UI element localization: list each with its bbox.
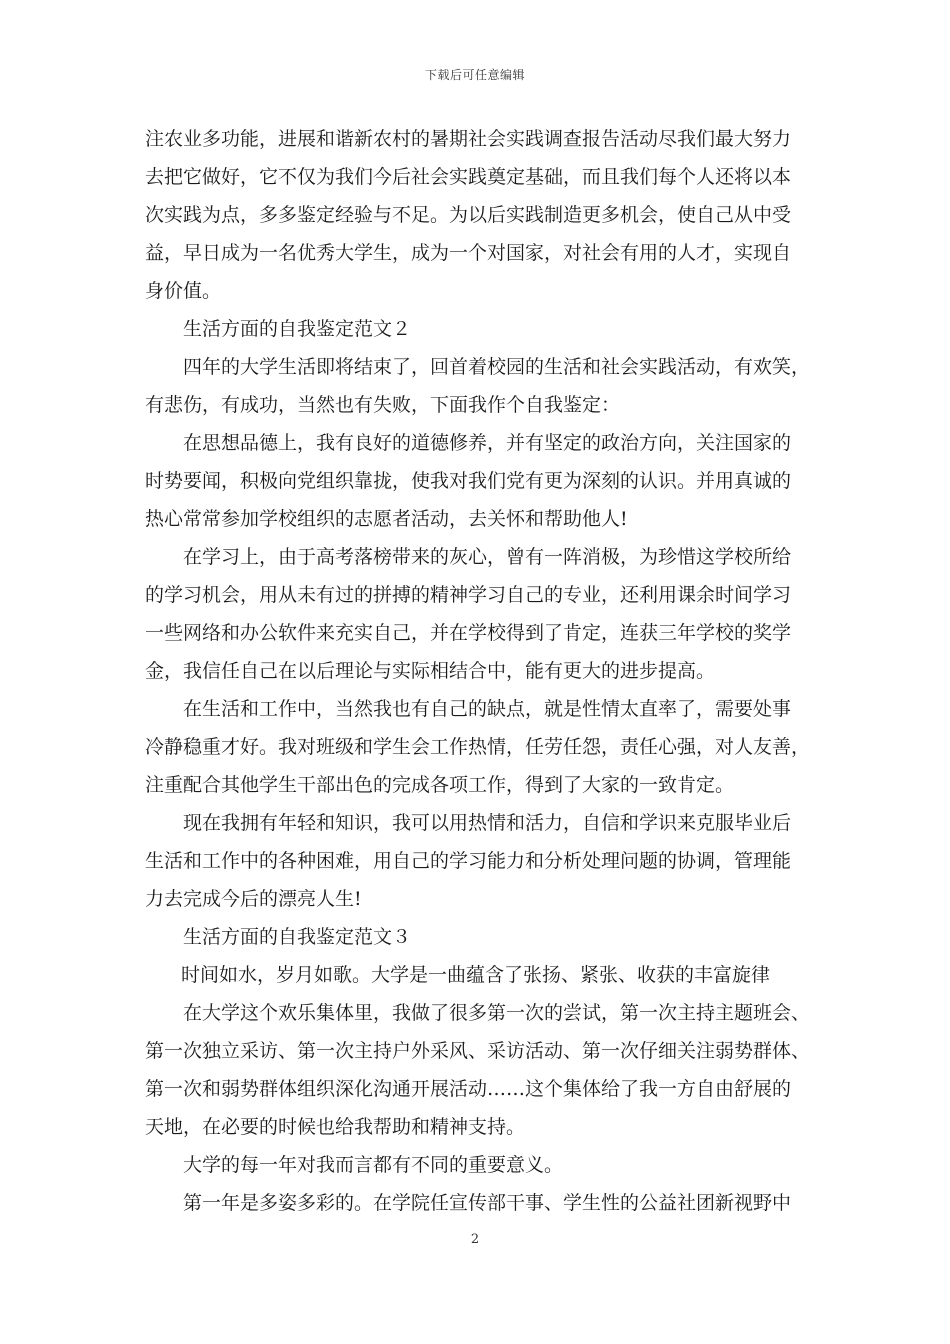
section-heading: 生活方面的自我鉴定范文２ — [183, 318, 412, 340]
text-line: 第一次独立采访、第一次主持户外采风、采访活动、第一次仔细关注弱势群体、 — [145, 1040, 811, 1062]
text-line: 第一次和弱势群体组织深化沟通开展活动……这个集体给了我一方自由舒展的 — [145, 1078, 792, 1100]
text-line: 时间如水，岁月如歌。大学是一曲蕴含了张扬、紧张、收获的丰富旋律 — [181, 964, 771, 986]
text-line: 四年的大学生活即将结束了，回首着校园的生活和社会实践活动，有欢笑， — [183, 356, 811, 378]
document-body — [145, 120, 810, 1222]
page-header: 下载后可任意编辑 — [424, 68, 525, 82]
text-line: 在思想品德上，我有良好的道德修养，并有坚定的政治方向，关注国家的 — [183, 432, 792, 454]
text-line: 次实践为点，多多鉴定经验与不足。为以后实践制造更多机会，使自己从中受 — [145, 204, 792, 226]
text-line: 身价值。 — [145, 280, 222, 302]
text-line: 在学习上，由于高考落榜带来的灰心，曾有一阵消极，为珍惜这学校所给 — [183, 546, 792, 568]
text-line: 现在我拥有年轻和知识，我可以用热情和活力，自信和学识来克服毕业后 — [183, 812, 792, 834]
text-line: 生活和工作中的各种困难，用自己的学习能力和分析处理问题的协调，管理能 — [145, 850, 792, 872]
text-line: 注重配合其他学生干部出色的完成各项工作，得到了大家的一致肯定。 — [145, 774, 735, 796]
text-line: 第一年是多姿多彩的。在学院任宣传部干事、学生性的公益社团新视野中 — [183, 1192, 792, 1214]
text-line: 天地，在必要的时候也给我帮助和精神支持。 — [145, 1116, 526, 1138]
text-line: 的学习机会，用从未有过的拼搏的精神学习自己的专业，还利用课余时间学习 — [145, 584, 792, 606]
text-line: 力去完成今后的漂亮人生! — [145, 888, 362, 910]
text-line: 去把它做好，它不仅为我们今后社会实践奠定基础，而且我们每个人还将以本 — [145, 166, 792, 188]
section-heading: 生活方面的自我鉴定范文３ — [183, 926, 412, 948]
text-line: 大学的每一年对我而言都有不同的重要意义。 — [183, 1154, 564, 1176]
text-line: 在生活和工作中，当然我也有自己的缺点，就是性情太直率了，需要处事 — [183, 698, 792, 720]
text-line: 时势要闻，积极向党组织靠拢，使我对我们党有更为深刻的认识。并用真诚的 — [145, 470, 792, 492]
text-line: 热心常常参加学校组织的志愿者活动，去关怀和帮助他人! — [145, 508, 628, 530]
text-line: 金，我信任自己在以后理论与实际相结合中，能有更大的进步提高。 — [145, 660, 716, 682]
text-line: 益，早日成为一名优秀大学生，成为一个对国家，对社会有用的人才，实现自 — [145, 242, 792, 264]
text-line: 有悲伤，有成功，当然也有失败，下面我作个自我鉴定： — [145, 394, 621, 416]
text-line: 冷静稳重才好。我对班级和学生会工作热情，任劳任怨，责任心强，对人友善， — [145, 736, 811, 758]
page-number: 2 — [470, 1232, 480, 1247]
text-line: 一些网络和办公软件来充实自己，并在学校得到了肯定，连获三年学校的奖学 — [145, 622, 792, 644]
text-line: 注农业多功能，进展和谐新农村的暑期社会实践调查报告活动尽我们最大努力 — [145, 128, 792, 150]
text-line: 在大学这个欢乐集体里，我做了很多第一次的尝试，第一次主持主题班会、 — [183, 1002, 811, 1024]
